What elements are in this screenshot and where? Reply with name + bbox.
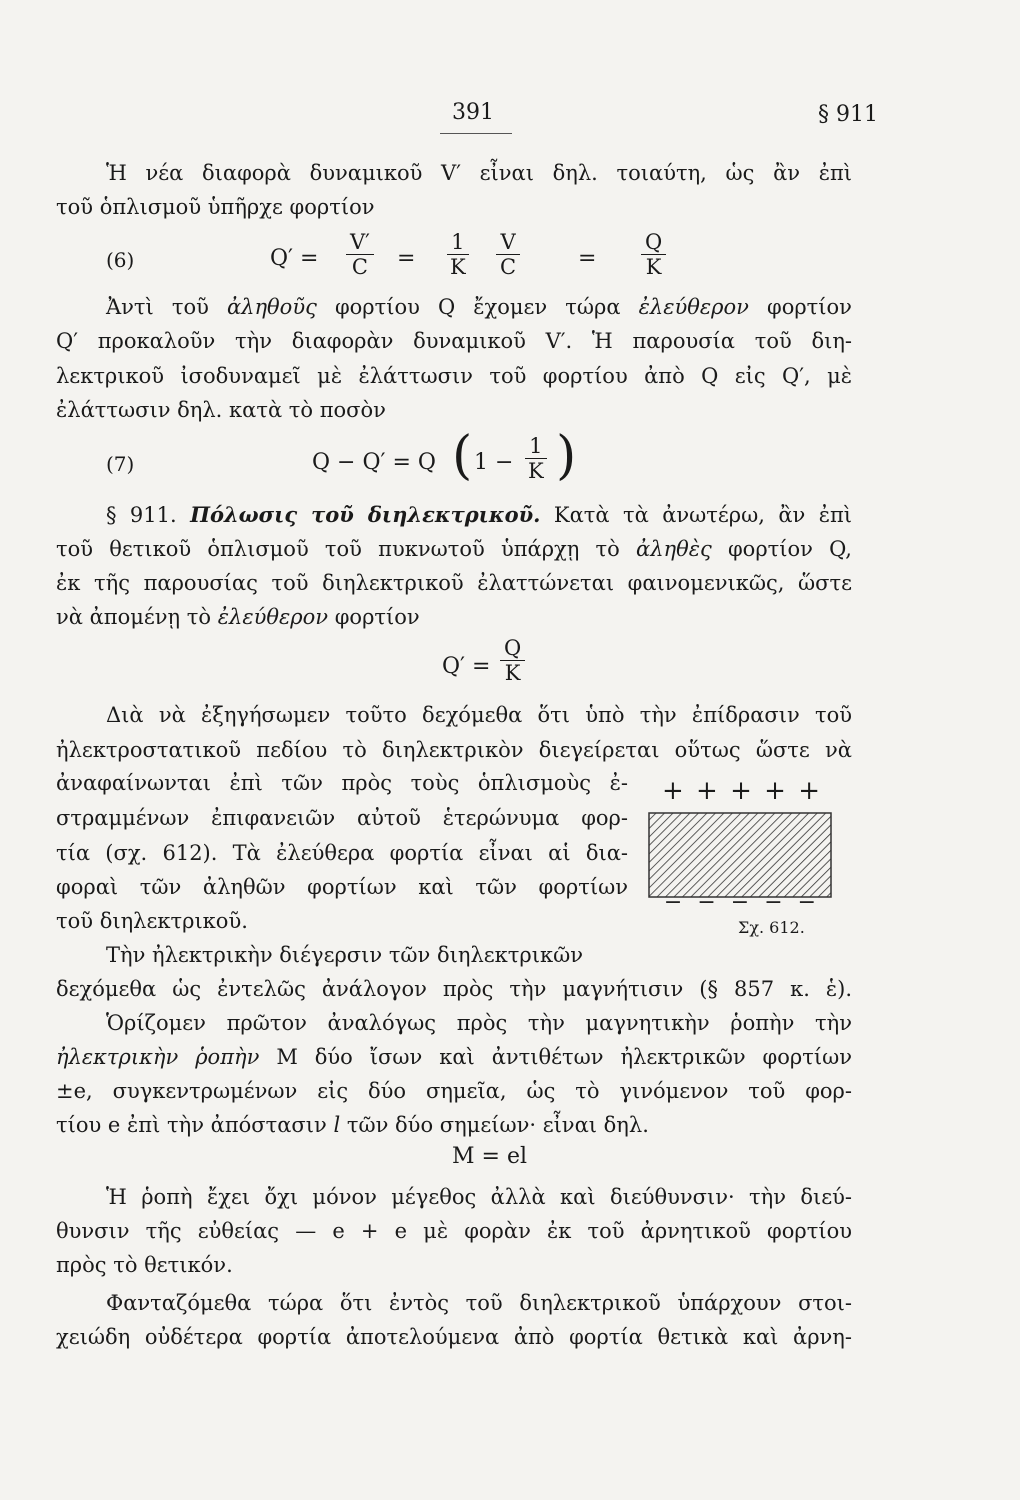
section-title: Πόλωσις τοῦ διηλεκτρικοῦ. [190,502,541,527]
text-line: Τὴν ἠλεκτρικὴν διέγερσιν τῶν διηλεκτρικῶν [106,943,583,967]
text-line: ἐλάττωσιν δηλ. κατὰ τὸ ποσὸν [56,398,386,422]
text-line [56,534,852,564]
equals-sign: = [578,246,597,271]
text-line: πρὸς τὸ θετικόν. [56,1253,233,1277]
text-line [56,1042,852,1072]
denominator: C [351,255,368,279]
equals-sign: = [397,246,416,271]
section-number: § 911. [106,503,177,527]
text-line: Ἡ ῥοπὴ ἔχει ὄχι μόνον μέγεθος ἀλλὰ καὶ διεύθυνσιν· τὴν διεύ- [106,1185,852,1209]
text-line: δεχόμεθα ὡς ἐντελῶς ἀνάλογον πρὸς τὴν μαγνήτισιν (§ 857 κ. ἑ). [56,977,852,1001]
plus-charges: + + + + + [662,776,822,806]
text-span: φορτίον [334,605,420,629]
equation-text: Q′ = [442,654,491,679]
text-line: λεκτρικοῦ ἰσοδυναμεῖ μὲ ἐλάττωσιν τοῦ φορτίου ἀπὸ Q εἰς Q′, μὲ [56,364,852,388]
text-span: M δύο ἴσων καὶ ἀντιθέτων ἠλεκτρικῶν φορτίων [276,1045,852,1069]
text-line: τία (σχ. 612). Τὰ ἐλεύθερα φορτία εἶναι αἱ δια- [56,841,628,865]
fraction [346,230,374,279]
minus-charges: − − − − − [663,890,821,915]
italic-term: ἀληθοῦς [226,295,317,319]
text-line: Διὰ νὰ ἐξηγήσωμεν τοῦτο δεχόμεθα ὅτι ὑπὸ τὴν ἐπίδρασιν τοῦ [106,703,852,727]
italic-term: l [333,1113,341,1137]
figure-caption: Σχ. 612. [738,918,805,937]
numerator: V′ [346,230,374,255]
fraction [446,230,470,279]
italic-term: ἐλεύθερον [638,295,749,319]
page-number-underline [440,133,512,134]
text-line: ἠλεκτροστατικοῦ πεδίου τὸ διηλεκτρικὸν διεγείρεται οὕτως ὥστε νὰ [56,738,852,762]
equation-label: (7) [106,452,135,476]
text-line: Q′ προκαλοῦν τὴν διαφορὰν δυναμικοῦ V′. Ἡ παρουσία τοῦ διη- [56,329,852,353]
text-span: φορτίου Q ἔχομεν τώρα [334,295,621,319]
numerator: Q [500,636,525,661]
equation-label: (6) [106,248,135,272]
numerator: V [496,230,519,255]
text-line: Ὁρίζομεν πρῶτον ἀναλόγως πρὸς τὴν μαγνητικὴν ῥοπὴν τὴν [106,1011,852,1035]
fraction [496,230,520,279]
numerator: 1 [525,434,546,459]
text-line [106,292,852,322]
denominator: K [528,459,544,483]
text-line [56,1110,852,1140]
text-span: τῶν δύο σημείων· εἶναι δηλ. [346,1113,649,1137]
right-paren: ) [556,426,577,486]
text-line: θυνσιν τῆς εὐθείας — e + e μὲ φορὰν ἐκ τοῦ ἀρνητικοῦ φορτίου [56,1219,852,1243]
equation-text: Q − Q′ = Q [312,450,436,475]
fraction [641,230,666,279]
text-line: ἐκ τῆς παρουσίας τοῦ διηλεκτρικοῦ ἐλαττώνεται φαινομενικῶς, ὥστε [56,571,852,595]
text-line: τοῦ ὁπλισμοῦ ὑπῆρχε φορτίον [56,195,375,219]
left-paren: ( [452,426,473,486]
text-span: φορτίον [766,295,852,319]
text-line [56,602,852,632]
text-line: ±e, συγκεντρωμένων εἰς δύο σημεῖα, ὡς τὸ γινόμενον τοῦ φορ- [56,1079,852,1103]
denominator: K [645,255,662,279]
section-reference: § 911 [818,102,878,127]
denominator: K [504,661,521,685]
text-span: φορτίον Q, [727,537,852,561]
text-line [106,500,852,530]
text-line: Φανταζόμεθα τώρα ὅτι ἐντὸς τοῦ διηλεκτρικοῦ ὑπάρχουν στοι- [106,1291,852,1315]
denominator: K [450,255,466,279]
equation-text: M = el [452,1144,528,1169]
italic-term: ἐλεύθερον [217,605,329,629]
text-span: τοῦ θετικοῦ ὁπλισμοῦ τοῦ πυκνωτοῦ ὑπάρχῃ τὸ [56,537,620,561]
dielectric-slab [648,812,832,898]
fraction [500,636,525,685]
text-line: τοῦ διηλεκτρικοῦ. [56,909,248,933]
text-span: νὰ ἀπομένῃ τὸ [56,605,212,629]
text-line: Ἡ νέα διαφορὰ δυναμικοῦ V′ εἶναι δηλ. τοιαύτη, ὡς ἂν ἐπὶ [106,161,852,185]
equation-text: 1 − [474,450,514,475]
page-number: 391 [452,100,494,125]
text-line: φοραὶ τῶν ἀληθῶν φορτίων καὶ τῶν φορτίων [56,875,628,899]
text-span: Ἀντὶ τοῦ [106,295,209,319]
numerator: 1 [447,230,468,255]
fraction [524,434,548,483]
text-span: τίου e ἐπὶ τὴν ἀπόστασιν [56,1113,327,1137]
text-line: στραμμένων ἐπιφανειῶν αὐτοῦ ἑτερώνυμα φορ- [56,806,628,830]
numerator: Q [641,230,666,255]
text-line: χειώδη οὐδέτερα φορτία ἀποτελούμενα ἀπὸ φορτία θετικὰ καὶ ἀρνη- [56,1325,852,1349]
equation-text: Q′ = [270,246,319,271]
italic-term: ἠλεκτρικὴν ῥοπὴν [56,1045,260,1069]
text-span: Κατὰ τὰ ἀνωτέρω, ἂν ἐπὶ [553,503,852,527]
italic-term: ἀληθὲς [636,537,712,561]
denominator: C [500,255,517,279]
text-line: ἀναφαίνωνται ἐπὶ τῶν πρὸς τοὺς ὁπλισμοὺς ἐ- [56,771,628,795]
